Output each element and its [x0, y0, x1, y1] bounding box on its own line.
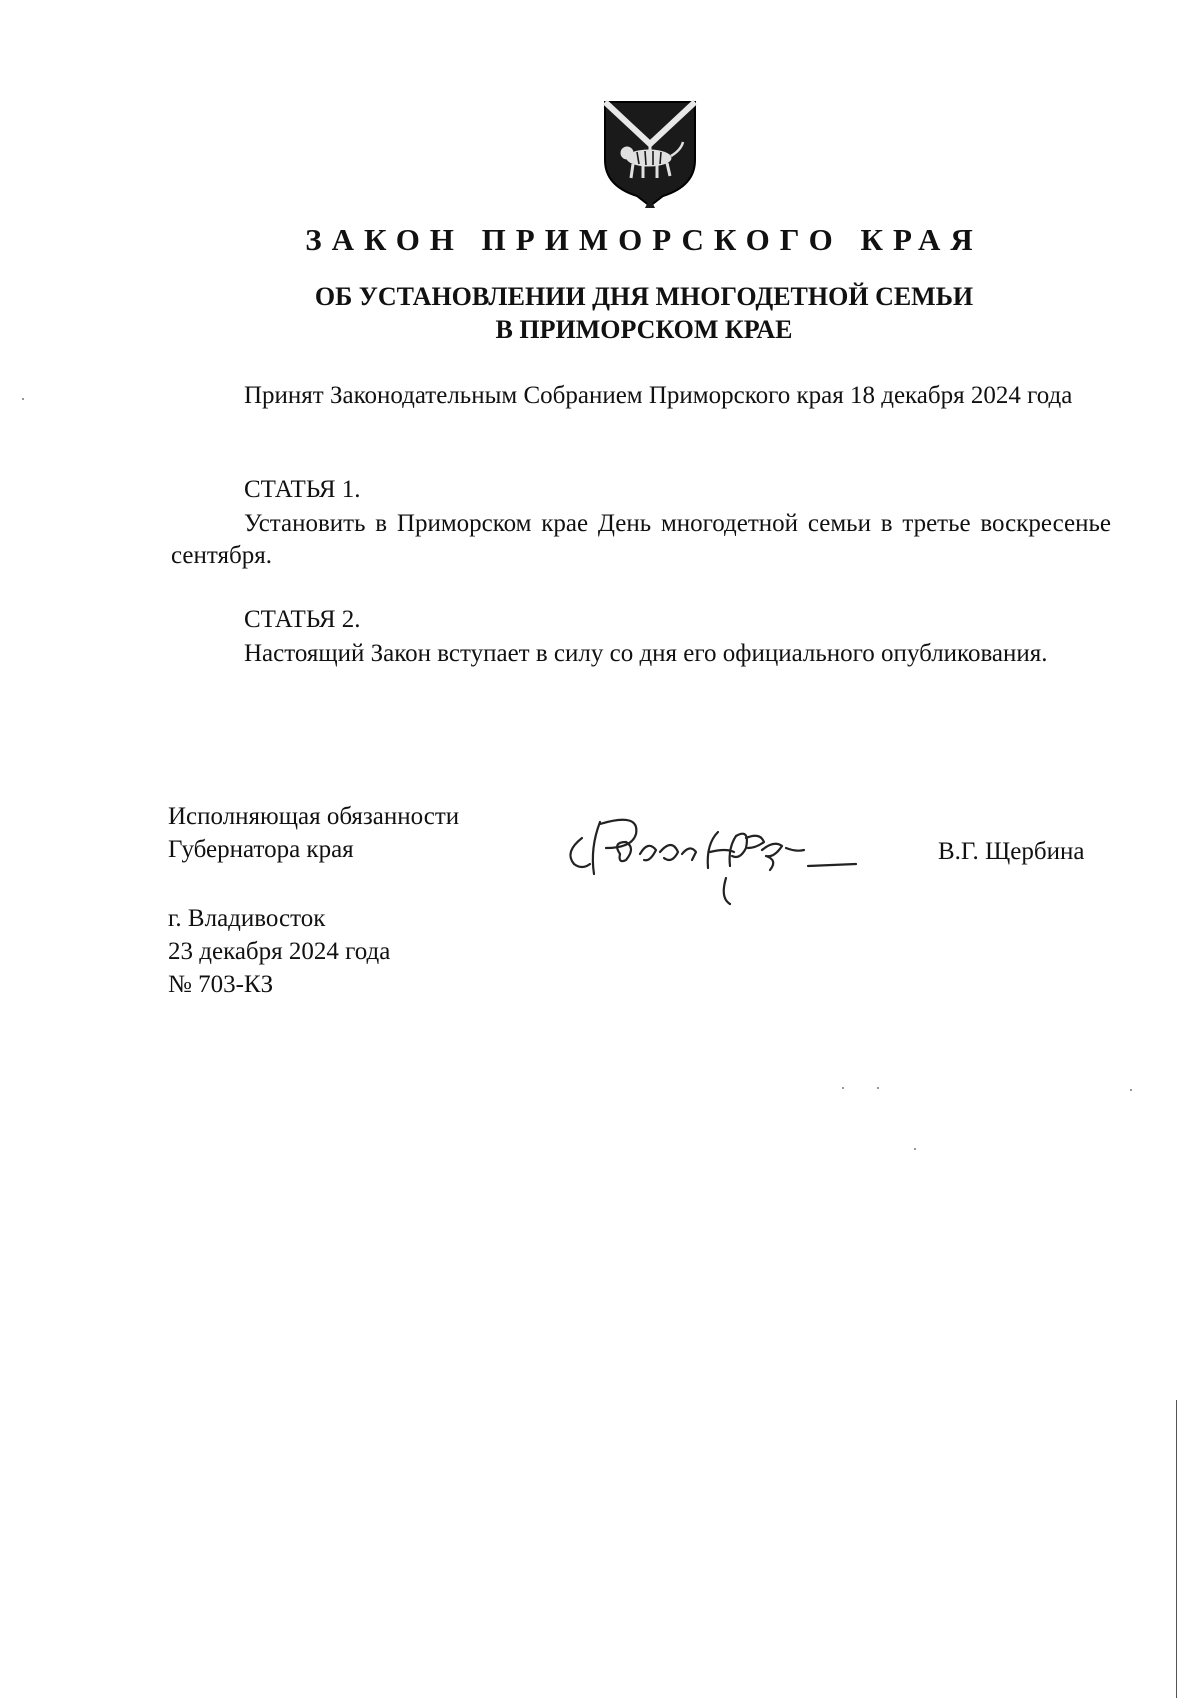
issue-details — [168, 902, 390, 1001]
law-subtitle — [88, 280, 1200, 346]
article-2-text: Настоящий Закон вступает в силу со дня его официального опубликования. — [244, 640, 1048, 667]
scan-speck — [1130, 1089, 1132, 1091]
scan-speck — [22, 398, 24, 400]
handwritten-signature-icon — [560, 808, 870, 908]
scan-edge-line — [1176, 1400, 1177, 1698]
law-subtitle-line-2: В ПРИМОРСКОМ КРАЕ — [495, 315, 793, 344]
article-2-heading: СТАТЬЯ 2. — [244, 606, 361, 633]
primorsky-coat-of-arms-icon — [601, 98, 699, 210]
scan-speck — [914, 1148, 916, 1150]
issue-place: г. Владивосток — [168, 905, 326, 932]
scan-speck — [877, 1087, 879, 1089]
adoption-statement: Принят Законодательным Собранием Приморского края 18 декабря 2024 года — [244, 382, 1073, 409]
scan-speck — [842, 1087, 844, 1089]
article-1-heading: СТАТЬЯ 1. — [244, 476, 361, 503]
law-number: № 703-КЗ — [168, 971, 274, 998]
signer-role — [168, 800, 459, 866]
signer-role-line-1: Исполняющая обязанности — [168, 803, 460, 830]
issue-date: 23 декабря 2024 года — [168, 938, 391, 965]
law-title: ЗАКОН ПРИМОРСКОГО КРАЯ — [305, 222, 983, 257]
law-subtitle-line-1: ОБ УСТАНОВЛЕНИИ ДНЯ МНОГОДЕТНОЙ СЕМЬИ — [314, 282, 974, 311]
signer-name: В.Г. Щербина — [938, 838, 1085, 865]
signer-role-line-2: Губернатора края — [168, 836, 354, 863]
article-1-text: Установить в Приморском крае День многодетной семьи в третье воскресенье сентября. — [171, 510, 1111, 569]
